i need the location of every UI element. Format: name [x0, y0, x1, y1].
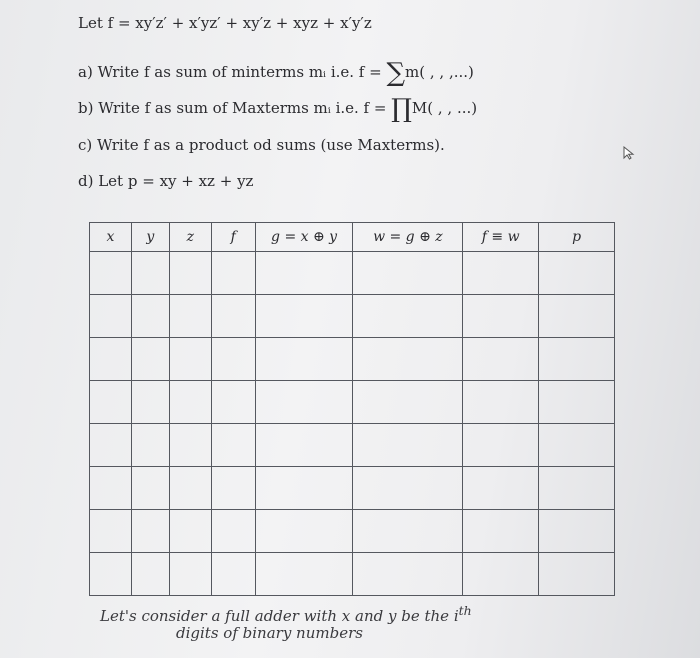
table-cell[interactable]: [353, 338, 463, 381]
table-cell[interactable]: [169, 252, 211, 295]
question-b: [78, 94, 477, 124]
table-cell[interactable]: [90, 510, 132, 553]
table-cell[interactable]: [131, 553, 169, 596]
table-cell[interactable]: [353, 467, 463, 510]
sum-symbol: ∑: [386, 58, 406, 88]
table-cell[interactable]: [539, 553, 615, 596]
table-cell[interactable]: [539, 295, 615, 338]
table-cell[interactable]: [539, 252, 615, 295]
function-definition: Let f = xy′z′ + x′yz′ + xy′z + xyz + x′y′z: [78, 14, 372, 32]
table-cell[interactable]: [211, 553, 255, 596]
table-cell[interactable]: [90, 295, 132, 338]
table-cell[interactable]: [131, 467, 169, 510]
table-cell[interactable]: [169, 553, 211, 596]
table-row: [90, 252, 615, 295]
table-cell[interactable]: [255, 338, 353, 381]
truth-table: [89, 222, 615, 596]
column-header-f: f: [211, 223, 255, 252]
table-cell[interactable]: [463, 295, 539, 338]
table-cell[interactable]: [463, 381, 539, 424]
table-cell[interactable]: [211, 381, 255, 424]
table-cell[interactable]: [353, 252, 463, 295]
full-adder-note: [100, 602, 472, 642]
table-cell[interactable]: [169, 467, 211, 510]
table-cell[interactable]: [169, 510, 211, 553]
table-cell[interactable]: [255, 510, 353, 553]
table-cell[interactable]: [90, 424, 132, 467]
table-row: [90, 424, 615, 467]
product-symbol: ∏: [391, 94, 412, 124]
table-cell[interactable]: [90, 553, 132, 596]
table-header-row: [90, 223, 615, 252]
question-c: c) Write f as a product od sums (use Maxterms).: [78, 136, 445, 154]
mouse-pointer-icon: [622, 146, 636, 160]
table-row: [90, 553, 615, 596]
table-cell[interactable]: [169, 295, 211, 338]
table-cell[interactable]: [463, 510, 539, 553]
table-row: [90, 295, 615, 338]
table-cell[interactable]: [539, 467, 615, 510]
table-cell[interactable]: [131, 252, 169, 295]
table-cell[interactable]: [90, 381, 132, 424]
table-cell[interactable]: [169, 381, 211, 424]
table-cell[interactable]: [539, 510, 615, 553]
table-cell[interactable]: [255, 553, 353, 596]
table-cell[interactable]: [131, 338, 169, 381]
table-cell[interactable]: [353, 424, 463, 467]
table-cell[interactable]: [255, 467, 353, 510]
table-cell[interactable]: [211, 338, 255, 381]
table-cell[interactable]: [539, 381, 615, 424]
table-cell[interactable]: [211, 467, 255, 510]
question-b-suffix: M( , , ...): [411, 99, 478, 117]
table-cell[interactable]: [255, 295, 353, 338]
table-cell[interactable]: [90, 338, 132, 381]
table-cell[interactable]: [463, 252, 539, 295]
table-cell[interactable]: [463, 553, 539, 596]
table-cell[interactable]: [211, 424, 255, 467]
table-cell[interactable]: [539, 338, 615, 381]
table-cell[interactable]: [211, 295, 255, 338]
table-cell[interactable]: [90, 467, 132, 510]
table-cell[interactable]: [90, 252, 132, 295]
table-cell[interactable]: [169, 424, 211, 467]
note-line-2: digits of binary numbers: [176, 624, 363, 642]
note-line-1: Let's consider a full adder with x and y be the i: [100, 607, 459, 625]
table-cell[interactable]: [353, 381, 463, 424]
table-cell[interactable]: [211, 510, 255, 553]
column-header-z: z: [169, 223, 211, 252]
table-cell[interactable]: [353, 295, 463, 338]
table-cell[interactable]: [353, 510, 463, 553]
table-cell[interactable]: [255, 381, 353, 424]
table-cell[interactable]: [169, 338, 211, 381]
table-cell[interactable]: [463, 338, 539, 381]
table-cell[interactable]: [131, 381, 169, 424]
column-header-g: g = x ⊕ y: [255, 223, 353, 252]
question-a-prefix: a) Write f as sum of minterms mᵢ i.e. f =: [78, 63, 387, 81]
table-row: [90, 338, 615, 381]
table-row: [90, 467, 615, 510]
table-cell[interactable]: [255, 252, 353, 295]
table-cell[interactable]: [131, 510, 169, 553]
table-cell[interactable]: [353, 553, 463, 596]
column-header-f-equiv-w: f ≡ w: [463, 223, 539, 252]
table-cell[interactable]: [211, 252, 255, 295]
table-cell[interactable]: [131, 295, 169, 338]
column-header-x: x: [90, 223, 132, 252]
question-a-suffix: m( , , ,...): [405, 63, 474, 81]
table-row: [90, 510, 615, 553]
question-b-prefix: b) Write f as sum of Maxterms mᵢ i.e. f =: [78, 99, 392, 117]
table-row: [90, 381, 615, 424]
column-header-p: p: [539, 223, 615, 252]
column-header-y: y: [131, 223, 169, 252]
table-cell[interactable]: [131, 424, 169, 467]
table-cell[interactable]: [255, 424, 353, 467]
table-cell[interactable]: [463, 424, 539, 467]
column-header-w: w = g ⊕ z: [353, 223, 463, 252]
question-d: d) Let p = xy + xz + yz: [78, 172, 254, 190]
note-superscript: th: [458, 603, 472, 618]
table-cell[interactable]: [463, 467, 539, 510]
table-cell[interactable]: [539, 424, 615, 467]
question-a: [78, 58, 474, 88]
